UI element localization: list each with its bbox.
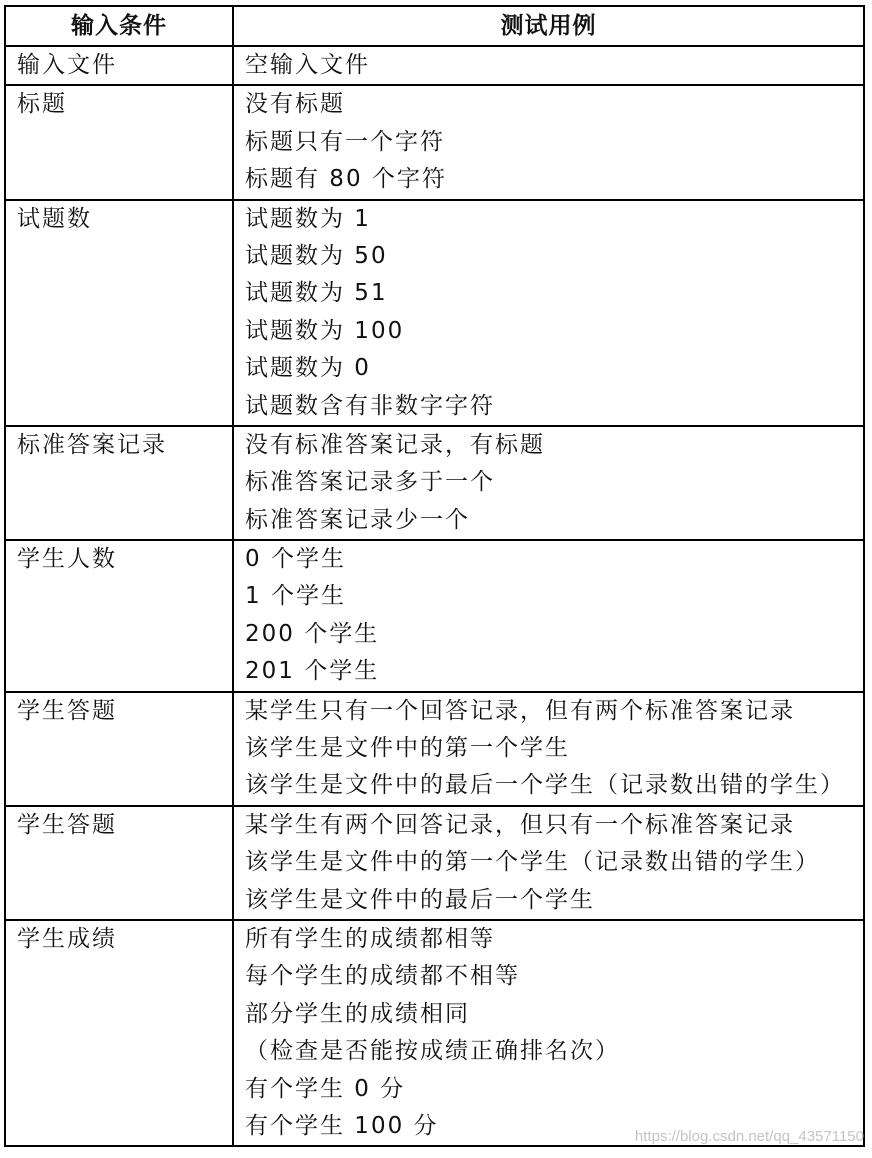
test-case-text: 该学生是文件中的最后一个学生 — [245, 886, 595, 913]
table-row — [6, 45, 863, 84]
test-case-text: 试题数为 100 — [245, 317, 405, 344]
condition-cell — [6, 921, 234, 1145]
test-case-text: 所有学生的成绩都相等 — [245, 925, 495, 952]
condition-cell — [6, 86, 234, 198]
cases-cell — [234, 541, 863, 691]
table-row — [6, 539, 863, 691]
test-case-text: 该学生是文件中的第一个学生 — [245, 735, 570, 762]
condition-text: 学生人数 — [17, 546, 117, 573]
test-case-text: 没有标题 — [245, 91, 345, 118]
condition-text: 标准答案记录 — [17, 431, 167, 458]
test-case-text: 标准答案记录多于一个 — [245, 469, 495, 496]
test-case-text: 标题只有一个字符 — [245, 128, 445, 155]
header-cell-cases — [234, 7, 863, 45]
condition-text: 学生答题 — [17, 697, 117, 724]
test-case-text: 每个学生的成绩都不相等 — [245, 963, 520, 990]
test-case-text: 没有标准答案记录，有标题 — [245, 431, 545, 458]
test-case-text: 试题数为 1 — [245, 205, 371, 232]
cases-cell — [234, 86, 863, 198]
test-case-text: 试题数为 50 — [245, 242, 388, 269]
table-row — [6, 691, 863, 805]
test-case-text: 空输入文件 — [245, 52, 370, 78]
table-row — [6, 84, 863, 198]
condition-cell — [6, 693, 234, 805]
test-case-text: 该学生是文件中的第一个学生（记录数出错的学生） — [245, 849, 820, 876]
header-condition-label: 输入条件 — [71, 13, 167, 39]
condition-cell — [6, 201, 234, 425]
cases-cell — [234, 921, 863, 1145]
condition-text: 标题 — [17, 91, 67, 118]
condition-cell — [6, 427, 234, 539]
test-case-text: 标准答案记录少一个 — [245, 506, 470, 533]
test-case-text: 201 个学生 — [245, 658, 380, 685]
cases-cell — [234, 201, 863, 425]
table-body — [6, 45, 863, 1145]
test-case-text: 试题数为 51 — [245, 280, 388, 307]
cases-cell — [234, 47, 863, 84]
test-case-text: 该学生是文件中的最后一个学生（记录数出错的学生） — [245, 772, 845, 799]
watermark-text: https://blog.csdn.net/qq_43571150 — [634, 1128, 864, 1145]
test-case-text: 试题数含有非数字字符 — [245, 392, 495, 419]
condition-text: 学生答题 — [17, 811, 117, 838]
test-case-text: 200 个学生 — [245, 620, 380, 647]
condition-text: 试题数 — [17, 205, 92, 232]
table-row — [6, 199, 863, 425]
condition-cell — [6, 807, 234, 919]
cases-cell — [234, 427, 863, 539]
table-header-row — [6, 7, 863, 45]
test-case-text: 1 个学生 — [245, 583, 346, 610]
condition-text: 学生成绩 — [17, 925, 117, 952]
condition-cell — [6, 47, 234, 84]
cases-cell — [234, 807, 863, 919]
test-case-text: 某学生只有一个回答记录，但有两个标准答案记录 — [245, 697, 795, 724]
condition-text: 输入文件 — [17, 52, 117, 78]
condition-cell — [6, 541, 234, 691]
table-row — [6, 919, 863, 1145]
cases-cell — [234, 693, 863, 805]
test-case-text: 试题数为 0 — [245, 355, 371, 382]
test-case-text: 有个学生 100 分 — [245, 1112, 439, 1139]
test-case-text: 0 个学生 — [245, 546, 346, 573]
test-case-text: （检查是否能按成绩正确排名次） — [245, 1038, 620, 1065]
test-case-text: 某学生有两个回答记录，但只有一个标准答案记录 — [245, 811, 795, 838]
test-case-table — [4, 5, 865, 1147]
header-cell-condition — [6, 7, 234, 45]
table-row — [6, 425, 863, 539]
test-case-text: 有个学生 0 分 — [245, 1075, 406, 1102]
table-row — [6, 805, 863, 919]
test-case-text: 部分学生的成绩相同 — [245, 1000, 470, 1027]
test-case-text: 标题有 80 个字符 — [245, 166, 447, 193]
header-cases-label: 测试用例 — [500, 13, 597, 39]
